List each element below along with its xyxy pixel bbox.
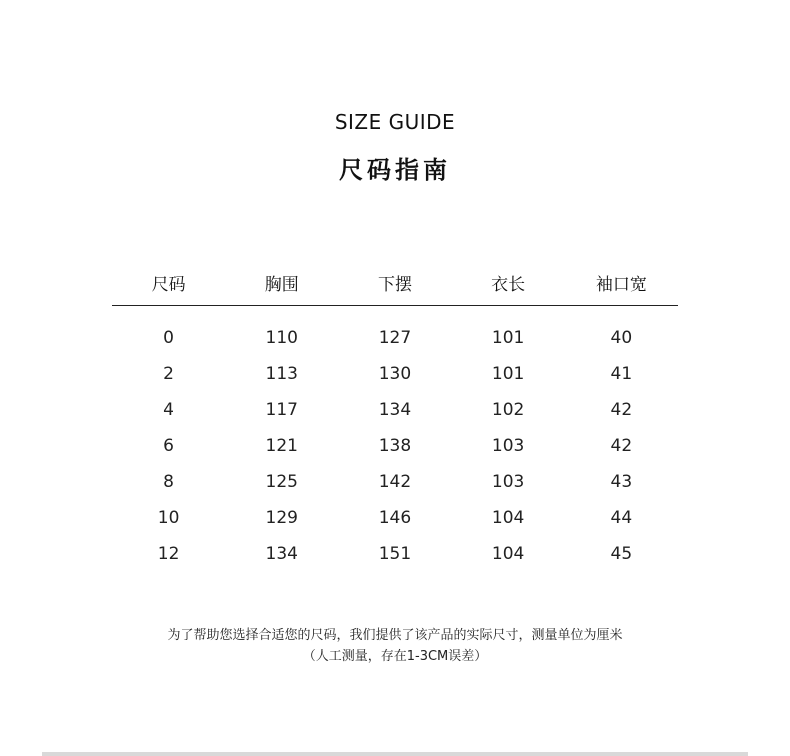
table-cell: 103 bbox=[491, 436, 525, 456]
table-cell: 138 bbox=[378, 436, 412, 456]
table-cell: 45 bbox=[610, 544, 633, 564]
table-header-row bbox=[112, 260, 678, 306]
table-row bbox=[112, 356, 678, 392]
table-cell: 104 bbox=[491, 508, 525, 528]
table-cell: 121 bbox=[265, 436, 298, 456]
table-cell: 44 bbox=[610, 508, 633, 528]
table-cell: 104 bbox=[491, 544, 525, 564]
table-cell: 129 bbox=[265, 508, 298, 528]
table-cell: 42 bbox=[610, 436, 633, 456]
column-header-hem: 下摆 bbox=[338, 260, 451, 306]
table-cell: 43 bbox=[610, 472, 633, 492]
table-cell: 2 bbox=[163, 364, 174, 384]
table-row bbox=[112, 536, 678, 572]
table-cell: 40 bbox=[610, 328, 633, 348]
table-cell: 101 bbox=[491, 364, 525, 384]
table-cell: 110 bbox=[265, 328, 298, 348]
table-cell: 134 bbox=[378, 400, 412, 420]
table-cell: 12 bbox=[157, 544, 180, 564]
table-row bbox=[112, 428, 678, 464]
column-header-chest: 胸围 bbox=[225, 260, 338, 306]
table-cell: 151 bbox=[378, 544, 412, 564]
table-cell: 42 bbox=[610, 400, 633, 420]
column-header-size: 尺码 bbox=[112, 260, 225, 306]
table-cell: 117 bbox=[265, 400, 298, 420]
bottom-divider bbox=[42, 752, 748, 756]
page-title-chinese: 尺码指南 bbox=[339, 156, 451, 184]
measurement-error-note: （人工测量，存在1-3CM误差） bbox=[302, 649, 488, 664]
table-cell: 134 bbox=[265, 544, 298, 564]
table-cell: 4 bbox=[163, 400, 174, 420]
table-cell: 0 bbox=[163, 328, 174, 348]
table-row bbox=[112, 392, 678, 428]
column-header-cuff-width: 袖口宽 bbox=[565, 260, 678, 306]
table-cell: 10 bbox=[157, 508, 180, 528]
table-cell: 127 bbox=[378, 328, 412, 348]
table-cell: 6 bbox=[163, 436, 174, 456]
table-cell: 101 bbox=[491, 328, 525, 348]
table-cell: 146 bbox=[378, 508, 412, 528]
column-header-length: 衣长 bbox=[452, 260, 565, 306]
table-cell: 102 bbox=[491, 400, 525, 420]
table-cell: 125 bbox=[265, 472, 298, 492]
table-cell: 8 bbox=[163, 472, 174, 492]
table-cell: 103 bbox=[491, 472, 525, 492]
table-cell: 130 bbox=[378, 364, 412, 384]
table-row bbox=[112, 464, 678, 500]
table-cell: 142 bbox=[378, 472, 412, 492]
page-title-english: SIZE GUIDE bbox=[334, 110, 456, 134]
table-cell: 41 bbox=[610, 364, 633, 384]
table-row bbox=[112, 320, 678, 356]
measurement-note: 为了帮助您选择合适您的尺码，我们提供了该产品的实际尺寸，测量单位为厘米 bbox=[167, 628, 623, 643]
table-row bbox=[112, 500, 678, 536]
size-table bbox=[112, 260, 678, 572]
table-cell: 113 bbox=[265, 364, 298, 384]
